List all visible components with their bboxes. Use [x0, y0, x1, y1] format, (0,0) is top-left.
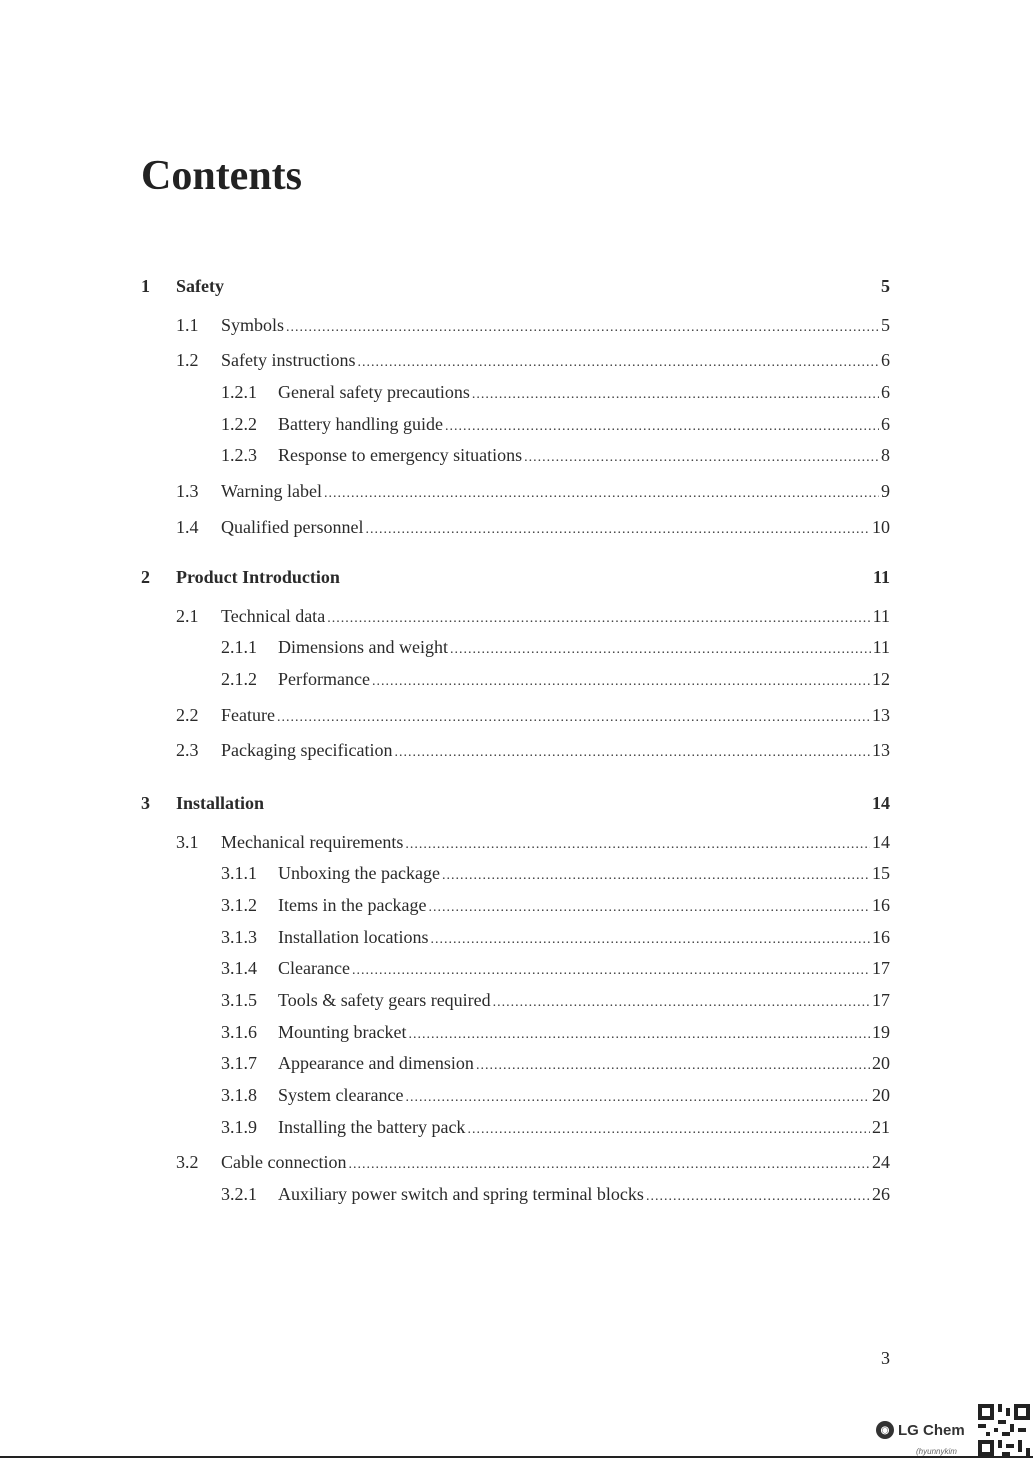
toc-leader-dots: [467, 1118, 870, 1142]
signature: (hyunnykim: [916, 1447, 957, 1456]
toc-entry-title: Mounting bracket: [278, 1022, 407, 1042]
toc-entry-page: 6: [881, 382, 890, 402]
toc-entry-title: Technical data: [221, 606, 326, 626]
toc-entry-number: 1.1: [176, 315, 199, 335]
brand-logo: [876, 1418, 965, 1442]
toc-entry-title: Performance: [278, 669, 370, 689]
toc-entry-number: 3.1.1: [221, 863, 257, 883]
toc-entry-page: 16: [872, 895, 890, 915]
toc-entry-page: 17: [872, 990, 890, 1010]
toc-entry-title: Cable connection: [221, 1152, 347, 1172]
toc-leader-dots: [472, 383, 879, 407]
toc-entry-page: 12: [872, 669, 890, 689]
toc-entry-title: Auxiliary power switch and spring terminal blocks: [278, 1184, 644, 1204]
toc-entry-title: Battery handling guide: [278, 414, 443, 434]
toc-leader-dots: [524, 446, 879, 470]
toc-leader-dots: [357, 351, 879, 375]
toc-entry-number: 3.2: [176, 1152, 199, 1172]
toc-entry-title: Installation: [176, 793, 265, 813]
toc-leader-dots: [372, 670, 870, 694]
toc-entry-number: 3.1.9: [221, 1117, 257, 1137]
toc-entry-page: 20: [872, 1053, 890, 1073]
toc-entry[interactable]: [141, 861, 890, 885]
lg-logo-icon: ◉: [876, 1421, 894, 1439]
toc-leader-dots: [365, 518, 870, 542]
toc-entry[interactable]: [141, 515, 890, 539]
toc-entry-title: Tools & safety gears required: [278, 990, 491, 1010]
toc-leader-dots: [493, 991, 870, 1015]
toc-entry-page: 10: [872, 517, 890, 537]
toc-entry-title: Clearance: [278, 958, 350, 978]
toc-entry[interactable]: [141, 988, 890, 1012]
toc-entry[interactable]: [141, 956, 890, 980]
toc-entry-page: 5: [881, 315, 890, 335]
toc-chapter[interactable]: [141, 274, 890, 298]
toc-entry-number: 3.1.5: [221, 990, 257, 1010]
toc-entry-number: 2.3: [176, 740, 199, 760]
toc-entry-number: 3.1.4: [221, 958, 257, 978]
toc-entry[interactable]: [141, 667, 890, 691]
toc-leader-dots: [646, 1185, 870, 1209]
toc-entry[interactable]: [141, 1051, 890, 1075]
toc-entry-title: Warning label: [221, 481, 323, 501]
brand-name: LG Chem: [898, 1421, 965, 1439]
toc-entry-number: 3.1: [176, 832, 199, 852]
toc-entry-number: 3.1.2: [221, 895, 257, 915]
toc-entry-title: Feature: [221, 705, 275, 725]
toc-entry-title: Safety instructions: [221, 350, 356, 370]
page-number: 3: [881, 1348, 890, 1368]
toc-entry-number: 2.1.1: [221, 637, 257, 657]
bottom-rule: [0, 1456, 1033, 1458]
toc-entry-title: Product Introduction: [176, 567, 340, 587]
toc-entry-title: Qualified personnel: [221, 517, 364, 537]
toc-entry-page: 26: [872, 1184, 890, 1204]
toc-entry-number: 3.1.6: [221, 1022, 257, 1042]
toc-entry-title: General safety precautions: [278, 382, 470, 402]
toc-entry-title: System clearance: [278, 1085, 404, 1105]
toc-leader-dots: [324, 482, 879, 506]
toc-entry-page: 11: [872, 567, 890, 587]
toc-leader-dots: [277, 706, 870, 730]
toc-entry[interactable]: [141, 604, 890, 628]
toc-entry[interactable]: [141, 1020, 890, 1044]
toc-leader-dots: [405, 833, 870, 857]
toc-entry-number: 1.3: [176, 481, 199, 501]
toc-entry-page: 21: [872, 1117, 890, 1137]
toc-entry[interactable]: [141, 830, 890, 854]
toc-entry-title: Response to emergency situations: [278, 445, 523, 465]
toc-leader-dots: [352, 959, 870, 983]
toc-leader-dots: [405, 1086, 870, 1110]
toc-entry-page: 16: [872, 927, 890, 947]
toc-entry-title: Installation locations: [278, 927, 429, 947]
toc-entry-page: 13: [872, 740, 890, 760]
toc-entry-number: 3.1.3: [221, 927, 257, 947]
toc-leader-dots: [394, 741, 870, 765]
toc-leader-dots: [348, 1153, 870, 1177]
toc-entry[interactable]: [141, 443, 890, 467]
toc-entry-number: 2.1: [176, 606, 199, 626]
toc-entry-page: 13: [872, 705, 890, 725]
toc-leader-dots: [327, 607, 870, 631]
toc-entry[interactable]: [141, 412, 890, 436]
toc-leader-dots: [442, 864, 870, 888]
toc-entry-number: 1.2: [176, 350, 199, 370]
toc-entry-title: Symbols: [221, 315, 285, 335]
toc-entry-number: 1: [141, 276, 150, 296]
toc-entry-page: 8: [881, 445, 890, 465]
toc-entry-number: 3: [141, 793, 150, 813]
toc-entry-number: 3.1.8: [221, 1085, 257, 1105]
toc-entry-number: 1.4: [176, 517, 199, 537]
toc-entry-page: 24: [872, 1152, 890, 1172]
toc-leader-dots: [286, 316, 879, 340]
toc-leader-dots: [476, 1054, 870, 1078]
toc-entry-number: 2.1.2: [221, 669, 257, 689]
toc-entry-page: 17: [872, 958, 890, 978]
toc-leader-dots: [445, 415, 879, 439]
toc-entry[interactable]: [141, 1115, 890, 1139]
toc-entry-page: 6: [881, 350, 890, 370]
toc-chapter[interactable]: [141, 791, 890, 815]
toc-entry-title: Packaging specification: [221, 740, 393, 760]
toc-entry-number: 3.2.1: [221, 1184, 257, 1204]
toc-entry[interactable]: [141, 738, 890, 762]
toc-entry-title: Unboxing the package: [278, 863, 440, 883]
toc-entry-page: 6: [881, 414, 890, 434]
toc-chapter[interactable]: [141, 565, 890, 589]
toc-entry[interactable]: [141, 1150, 890, 1174]
toc-entry-number: 1.2.2: [221, 414, 257, 434]
toc-entry-page: 11: [872, 606, 890, 626]
toc-entry-page: 15: [872, 863, 890, 883]
toc-entry[interactable]: [141, 380, 890, 404]
toc-entry-title: Appearance and dimension: [278, 1053, 474, 1073]
qr-code-icon: [978, 1404, 1030, 1456]
toc-entry[interactable]: [141, 703, 890, 727]
toc-entry-title: Items in the package: [278, 895, 427, 915]
toc-entry-number: 1.2.1: [221, 382, 257, 402]
toc-entry-title: Mechanical requirements: [221, 832, 404, 852]
toc-entry-page: 11: [872, 637, 890, 657]
toc-entry-page: 9: [881, 481, 890, 501]
toc-entry[interactable]: [141, 479, 890, 503]
toc-entry-number: 2: [141, 567, 150, 587]
toc-leader-dots: [430, 928, 870, 952]
toc-entry-page: 5: [881, 276, 890, 296]
toc-leader-dots: [408, 1023, 870, 1047]
toc-entry[interactable]: [141, 1083, 890, 1107]
toc-entry-number: 1.2.3: [221, 445, 257, 465]
toc-entry-page: 19: [872, 1022, 890, 1042]
toc-entry[interactable]: [141, 925, 890, 949]
toc-entry-page: 14: [872, 832, 890, 852]
toc-entry-title: Safety: [176, 276, 224, 296]
toc-leader-dots: [450, 638, 871, 662]
toc-entry[interactable]: [141, 1182, 890, 1206]
toc-entry-title: Installing the battery pack: [278, 1117, 466, 1137]
page-title: Contents: [141, 153, 303, 199]
toc-leader-dots: [428, 896, 870, 920]
toc-entry-title: Dimensions and weight: [278, 637, 448, 657]
toc-entry-number: 2.2: [176, 705, 199, 725]
toc-entry-number: 3.1.7: [221, 1053, 257, 1073]
toc-entry-page: 20: [872, 1085, 890, 1105]
toc-entry[interactable]: [141, 348, 890, 372]
toc-entry-page: 14: [872, 793, 890, 813]
toc-entry[interactable]: [141, 893, 890, 917]
toc-entry[interactable]: [141, 635, 890, 659]
toc-entry[interactable]: [141, 313, 890, 337]
